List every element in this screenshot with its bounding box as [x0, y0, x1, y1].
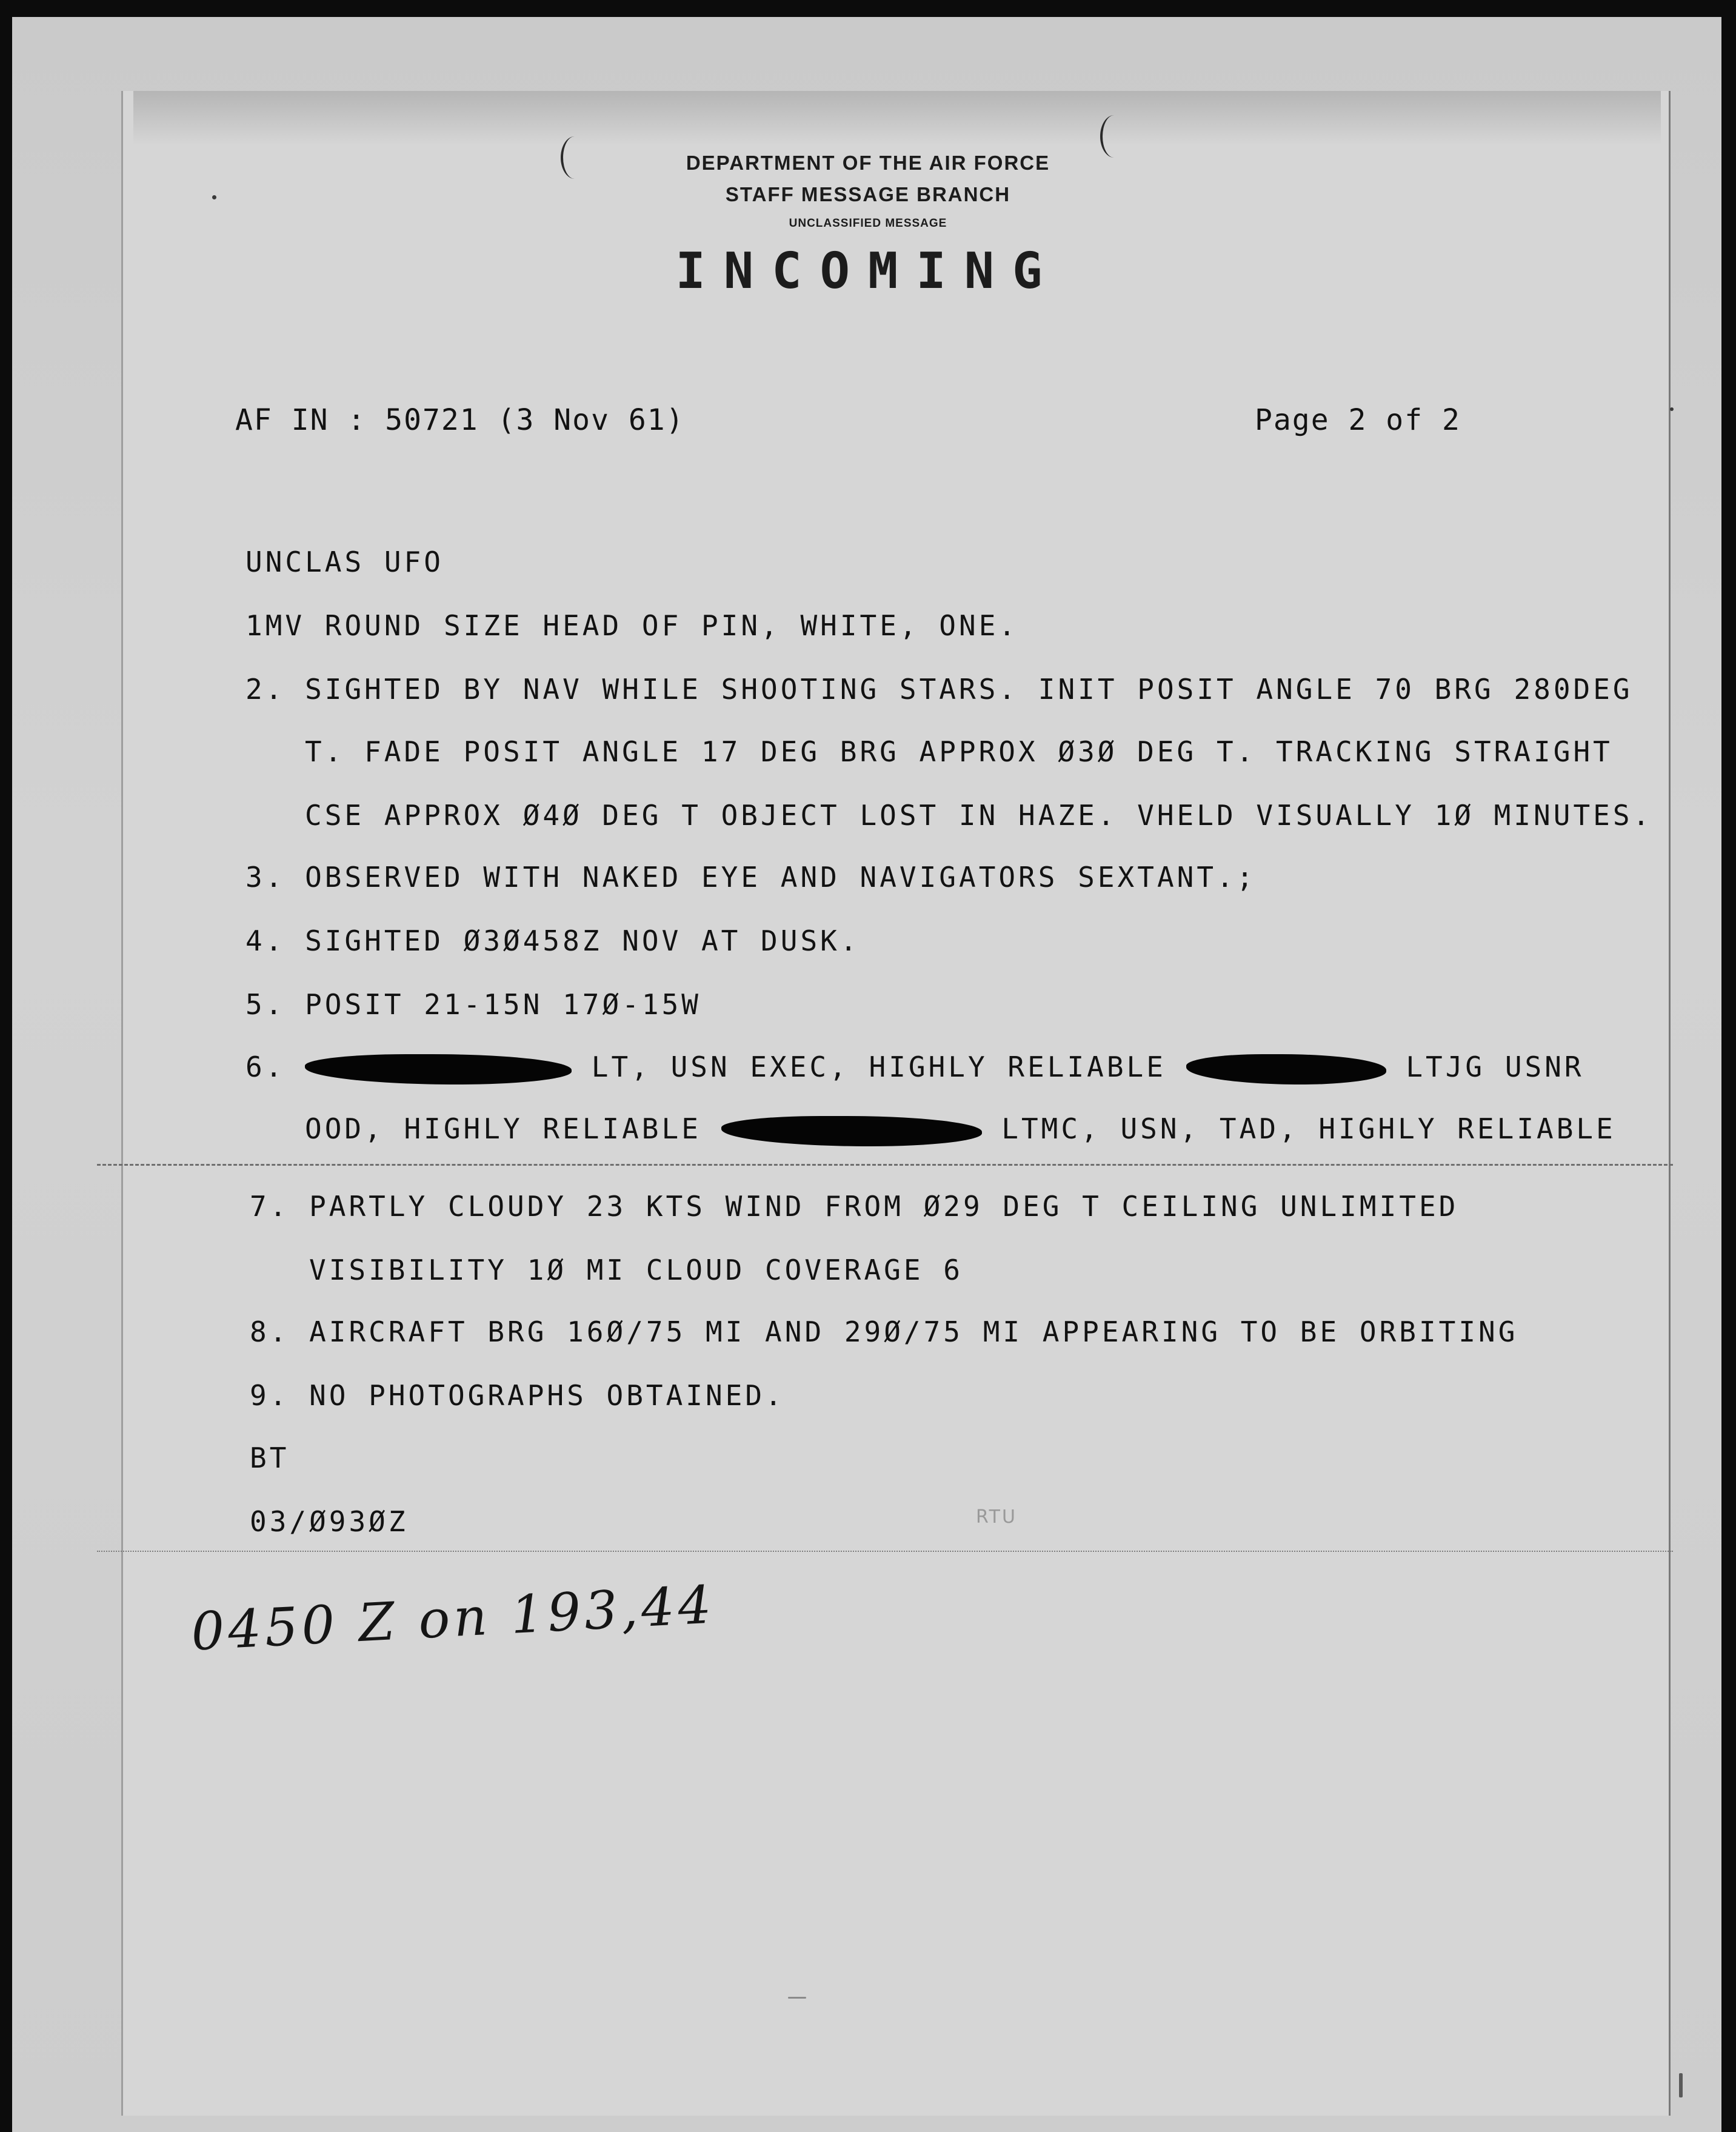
message-line-8: 8. AIRCRAFT BRG 16Ø/75 MI AND 29Ø/75 MI APPEARING TO BE ORBITING	[250, 1315, 1518, 1348]
fold-line	[97, 1164, 1673, 1166]
scan-speck	[212, 195, 216, 199]
message-line-3: 3. OBSERVED WITH NAKED EYE AND NAVIGATORS SEXTANT.;	[245, 861, 1257, 894]
witness-3-details: LTMC, USN, TAD, HIGHLY RELIABLE	[1001, 1112, 1616, 1145]
message-line-5: 5. POSIT 21-15N 17Ø-15W	[245, 988, 701, 1021]
print-area	[121, 91, 1671, 2116]
handwritten-note: 0450 Z on 193,44	[189, 1574, 716, 1663]
scan-speck	[1679, 2073, 1683, 2097]
redaction-block	[1186, 1054, 1386, 1084]
faded-stamp: RTU	[976, 1506, 1017, 1528]
scan-shadow	[133, 91, 1661, 145]
message-line-4: 4. SIGHTED Ø3Ø458Z NOV AT DUSK.	[245, 924, 860, 957]
message-line-2c: CSE APPROX Ø4Ø DEG T OBJECT LOST IN HAZE. VHELD VISUALLY 1Ø MINUTES.	[305, 799, 1653, 832]
message-line-7b: VISIBILITY 1Ø MI CLOUD COVERAGE 6	[309, 1254, 963, 1286]
redaction-block	[305, 1054, 572, 1084]
scan-speck	[788, 1997, 806, 1999]
branch-heading: STAFF MESSAGE BRANCH	[725, 183, 1011, 206]
message-line-6a	[245, 1051, 1584, 1084]
incoming-title: INCOMING	[675, 242, 1061, 300]
redaction-block	[721, 1116, 982, 1146]
separator-line	[97, 1551, 1673, 1552]
message-line-1: 1MV ROUND SIZE HEAD OF PIN, WHITE, ONE.	[245, 609, 1019, 642]
message-line-9: 9. NO PHOTOGRAPHS OBTAINED.	[250, 1379, 785, 1412]
classification-heading: UNCLASSIFIED MESSAGE	[789, 217, 947, 230]
date-time-group: 03/Ø93ØZ	[250, 1505, 409, 1538]
page-number: Page 2 of 2	[1255, 403, 1461, 437]
subject-line: UNCLAS UFO	[245, 546, 444, 578]
witness-2-reliability: OOD, HIGHLY RELIABLE	[305, 1112, 701, 1145]
message-line-2b: T. FADE POSIT ANGLE 17 DEG BRG APPROX Ø3Ø DEG T. TRACKING STRAIGHT	[305, 735, 1613, 768]
item-number: 6.	[245, 1051, 285, 1083]
witness-1-details: LT, USN EXEC, HIGHLY RELIABLE	[591, 1051, 1166, 1083]
message-line-6b	[305, 1112, 1616, 1146]
message-line-2a: 2. SIGHTED BY NAV WHILE SHOOTING STARS. INIT POSIT ANGLE 70 BRG 280DEG	[245, 673, 1633, 706]
af-in-reference: AF IN : 50721 (3 Nov 61)	[235, 403, 685, 437]
break-marker: BT	[250, 1442, 290, 1474]
message-line-7a: 7. PARTLY CLOUDY 23 KTS WIND FROM Ø29 DEG T CEILING UNLIMITED	[250, 1190, 1459, 1223]
scan-speck	[1670, 407, 1674, 411]
witness-2-details: LTJG USNR	[1406, 1051, 1584, 1083]
department-heading: DEPARTMENT OF THE AIR FORCE	[686, 152, 1050, 174]
